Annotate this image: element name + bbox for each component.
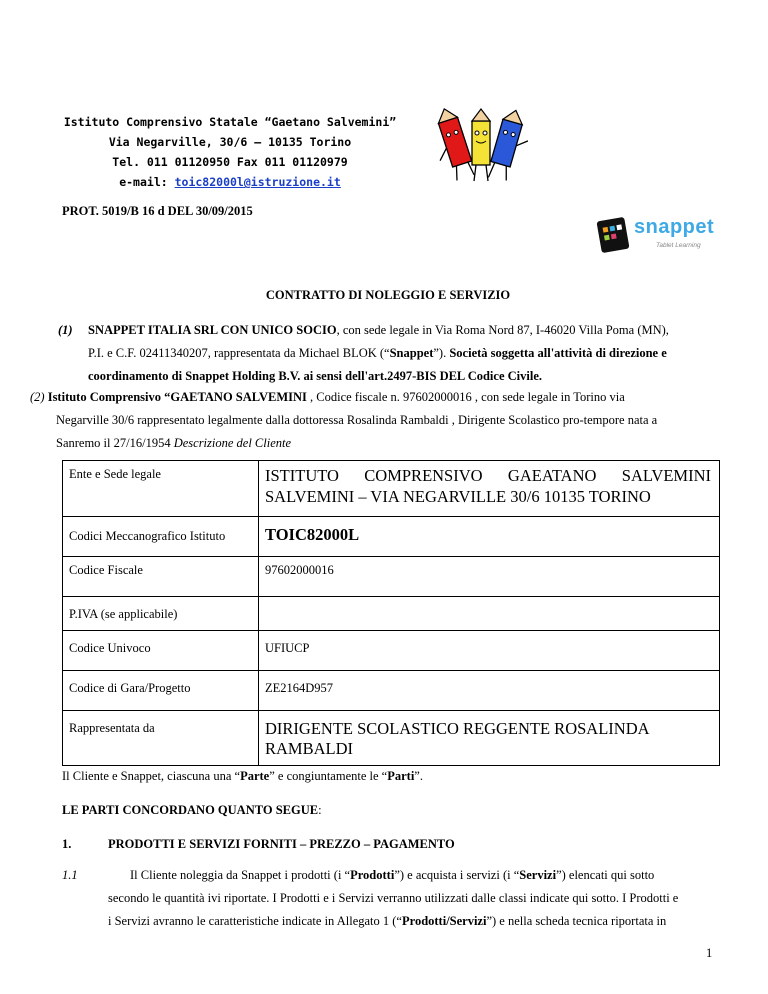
- table-row: [63, 631, 720, 671]
- party-2-line-3: [30, 432, 724, 455]
- clause-1-1-line-2: secondo le quantità ivi riportate. I Prodotti e i Servizi verranno utilizzati dalle classi indicate qui sotto. I Prodotti e: [108, 891, 679, 905]
- email-link[interactable]: toic82000l@istruzione.it: [174, 175, 341, 189]
- clause-1-1-line-3: [108, 910, 722, 933]
- agreement-heading: [62, 803, 322, 818]
- school-pencils-logo: [432, 105, 528, 187]
- snappet-tablet-icon: [596, 216, 630, 254]
- row-value: ZE2164D957: [259, 671, 720, 711]
- row-value-line-2: SALVEMINI – VIA NEGARVILLE 30/6 10135 TORINO: [265, 487, 651, 506]
- parties-term-parte: Parte: [240, 769, 270, 783]
- party-2-name: Istituto Comprensivo “GAETANO SALVEMINI: [47, 390, 307, 404]
- contract-title: CONTRATTO DI NOLEGGIO E SERVIZIO: [265, 288, 511, 302]
- row-label: Ente e Sede legale: [63, 461, 259, 517]
- party-1-number: (1): [58, 323, 73, 337]
- school-address: Via Negarville, 30/6 – 10135 Torino: [108, 135, 352, 149]
- party-2-birth: Sanremo il 27/16/1954: [56, 436, 174, 450]
- snappet-logo: [596, 210, 716, 258]
- parties-text-c: ” e congiuntamente le “: [269, 769, 388, 783]
- parties-definition: [62, 769, 423, 784]
- row-value: UFIUCP: [259, 631, 720, 671]
- party-1-vat: P.I. e C.F. 02411340207, rappresentata da Michael BLOK (“: [88, 346, 390, 360]
- school-header: [60, 112, 400, 192]
- clause-text-c: ”) e acquista i servizi (i “: [394, 868, 520, 882]
- table-row: [63, 711, 720, 766]
- row-label: Codici Meccanografico Istituto: [63, 517, 259, 557]
- row-label: P.IVA (se applicabile): [63, 597, 259, 631]
- snappet-tagline: Tablet Learning: [656, 242, 701, 249]
- row-label: Codice Fiscale: [63, 557, 259, 597]
- clause-term-prodotti: Prodotti: [350, 868, 395, 882]
- parties-text-e: ”.: [414, 769, 423, 783]
- page-number: 1: [706, 946, 713, 960]
- client-data-table: [62, 460, 720, 766]
- parties-text-a: Il Cliente e Snappet, ciascuna una “: [62, 769, 241, 783]
- clause-1-1-line-1: [108, 864, 722, 887]
- party-1-short-name: Snappet: [389, 346, 434, 360]
- clause-term-prodotti-servizi: Prodotti/Servizi: [401, 914, 487, 928]
- clause-1-1-text: [108, 864, 722, 933]
- party-1: [58, 319, 722, 388]
- party-2-number: (2): [30, 390, 45, 404]
- table-row: [63, 597, 720, 631]
- parties-term-parti: Parti: [387, 769, 415, 783]
- party-1-address: , con sede legale in Via Roma Nord 87, I-46020 Villa Poma (MN),: [336, 323, 669, 337]
- party-1-name: SNAPPET ITALIA SRL CON UNICO SOCIO: [88, 323, 337, 337]
- table-row: [63, 461, 720, 517]
- school-email-line: [60, 172, 400, 192]
- party-1-line-2: [62, 342, 722, 365]
- row-label: Rappresentata da: [63, 711, 259, 766]
- table-row: [63, 557, 720, 597]
- clause-term-servizi: Servizi: [519, 868, 557, 882]
- party-2-line-2: Negarville 30/6 rappresentato legalmente dalla dottoressa Rosalinda Rambaldi , Dirigente Scolastico pro-tempore nata a: [56, 413, 658, 427]
- section-1-number: 1.: [62, 837, 72, 851]
- party-1-direction: Società soggetta all'attività di direzione e: [449, 346, 667, 360]
- row-value: [259, 597, 720, 631]
- row-value: 97602000016: [259, 557, 720, 597]
- row-value-line-1: ISTITUTO COMPRENSIVO GAEATANO SALVEMINI: [265, 466, 711, 485]
- table-row: [63, 517, 720, 557]
- school-name: Istituto Comprensivo Statale “Gaetano Salvemini”: [63, 115, 397, 129]
- clause-text-e: ”) elencati qui sotto: [556, 868, 655, 882]
- school-phone-fax: Tel. 011 01120950 Fax 011 01120979: [112, 155, 348, 169]
- row-value: DIRIGENTE SCOLASTICO REGGENTE ROSALINDA RAMBALDI: [259, 711, 720, 766]
- row-value: [259, 461, 720, 517]
- clause-text-l3c: ”) e nella scheda tecnica riportata in: [486, 914, 667, 928]
- section-1-title: PRODOTTI E SERVIZI FORNITI – PREZZO – PAGAMENTO: [108, 837, 455, 851]
- party-2: [30, 386, 724, 455]
- agreement-heading-colon: :: [318, 803, 322, 817]
- protocol-number: PROT. 5019/B 16 d DEL 30/09/2015: [62, 204, 253, 218]
- snappet-wordmark: snappet: [634, 216, 715, 238]
- clause-text-a: Il Cliente noleggia da Snappet i prodotti (i “: [130, 868, 351, 882]
- party-1-line-3: coordinamento di Snappet Holding B.V. ai sensi dell'art.2497-BIS DEL Codice Civile.: [88, 369, 542, 383]
- party-2-fiscal: , Codice fiscale n. 97602000016 , con sede legale in Torino via: [306, 390, 625, 404]
- row-value: TOIC82000L: [259, 517, 720, 557]
- row-label: Codice Univoco: [63, 631, 259, 671]
- client-description-label: Descrizione del Cliente: [173, 436, 292, 450]
- agreement-heading-text: LE PARTI CONCORDANO QUANTO SEGUE: [62, 803, 319, 817]
- row-label: Codice di Gara/Progetto: [63, 671, 259, 711]
- table-row: [63, 671, 720, 711]
- email-label: e-mail:: [119, 175, 168, 189]
- clause-1-1-number: 1.1: [62, 868, 78, 882]
- party-1-line-1: [62, 319, 722, 342]
- clause-text-l3a: i Servizi avranno le caratteristiche indicate in Allegato 1 (“: [108, 914, 402, 928]
- party-1-close: ”).: [433, 346, 450, 360]
